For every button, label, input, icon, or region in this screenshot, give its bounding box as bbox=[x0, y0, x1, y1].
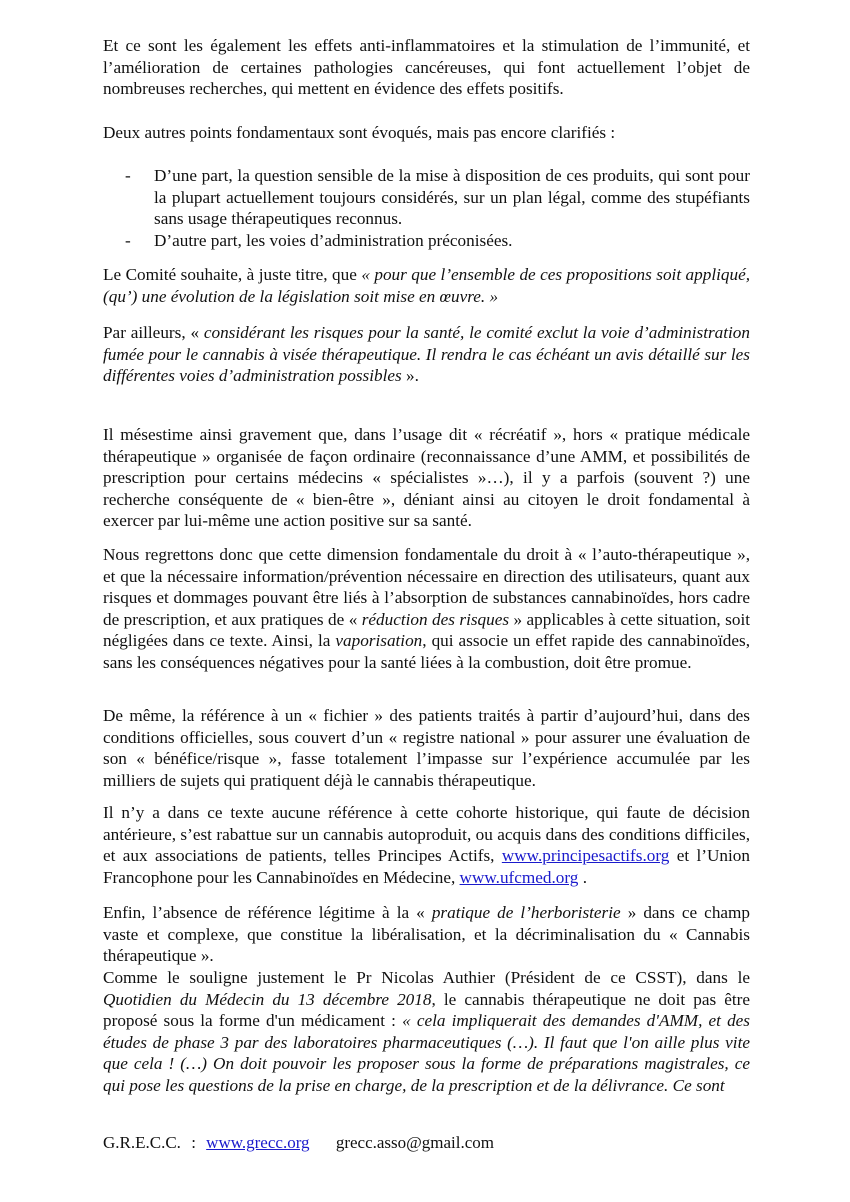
paragraph-herbalism: Enfin, l’absence de référence légitime à la « pratique de l’herboristerie » dans ce champ vaste et complexe, que constitue la libéralisation, et la décriminalisation du « Cannabis thérapeutique ». bbox=[103, 903, 750, 966]
quote-authier: « cela impliquerait des demandes d'AMM, et des études de phase 3 par des laboratoires pharmaceutiques (…). Il faut que l'on aille plus vite que cela ! (…) On doit pouvoir les proposer sous la forme de préparations magistrales, ce qui pose les questions de la prise en charge, de la prescription et de la délivrance. Ce sont bbox=[103, 1011, 750, 1095]
list-dash: - bbox=[125, 166, 131, 185]
list-item-text: D’autre part, les voies d’administration préconisées. bbox=[154, 231, 513, 250]
list-dash: - bbox=[125, 231, 131, 250]
footer-org: G.R.E.C.C. bbox=[103, 1133, 181, 1152]
paragraph-self-therapy: Nous regrettons donc que cette dimension fondamentale du droit à « l’auto-thérapeutique », et que la nécessaire information/prévention nécessaire en direction des utilisateurs, quant aux risques et dommages pouvant être liés à l’absorption de substances cannabinoïdes, hors cadre de prescription, et aux pratiques de « réduction des risques » applicables à cette situation, soit négligées dans ce texte. Ainsi, la vaporisation, qui associe un effet rapide des cannabinoïdes, sans les conséquences négatives pour la santé liées à la combustion, doit être promue. bbox=[103, 545, 750, 672]
quote-legislation: « pour que l’ensemble de ces propositions soit appliqué, (qu’) une évolution de la législation soit mise en œuvre. » bbox=[103, 265, 750, 306]
link-principesactifs[interactable]: www.principesactifs.org bbox=[501, 846, 670, 866]
paragraph-authier-quote: Comme le souligne justement le Pr Nicolas Authier (Président de ce CSST), dans le Quotidien du Médecin du 13 décembre 2018, le cannabis thérapeutique ne doit pas être proposé sous la forme d'un médicament : « cela impliquerait des demandes d'AMM, et des études de phase 3 par des laboratoires pharmaceutiques (…). Il faut que l'on aille plus vite que cela ! (…) On doit pouvoir les proposer sous la forme de préparations magistrales, ce qui pose les questions de la prise en charge, de la prescription et de la délivrance. Ce sont bbox=[103, 968, 750, 1095]
paragraph-patient-registry: De même, la référence à un « fichier » des patients traités à partir d’aujourd’hui, dans des conditions officielles, sous couvert d’un « registre national » pour assurer une évaluation de son « bénéfice/risque », fasse totalement l’impasse sur l’expérience accumulée par les milliers de sujets qui pratiquent déjà le cannabis thérapeutique. bbox=[103, 706, 750, 790]
paragraph-administration-route: Par ailleurs, « considérant les risques pour la santé, le comité exclut la voie d’administration fumée pour le cannabis à visée thérapeutique. Il rendra le cas échéant un avis détaillé sur les différentes voies d’administration possibles ». bbox=[103, 323, 750, 386]
paragraph-committee-wish: Le Comité souhaite, à juste titre, que « pour que l’ensemble de ces propositions soit appliqué, (qu’) une évolution de la législation soit mise en œuvre. » bbox=[103, 265, 750, 306]
footer-email: grecc.asso@gmail.com bbox=[335, 1133, 495, 1152]
paragraph-anti-inflammatory: Et ce sont les également les effets anti-inflammatoires et la stimulation de l’immunité, et l’amélioration de certaines pathologies cancéreuses, qui font actuellement l’objet de nombreuses recherches, qui mettent en évidence des effets positifs. bbox=[103, 36, 750, 99]
paragraph-recreational-use: Il mésestime ainsi gravement que, dans l’usage dit « récréatif », hors « pratique médicale thérapeutique » organisée de façon ordinaire (reconnaissance d’une AMM, et possibilités de prescription pour certains médecins « spécialistes »…), il y a parfois (souvent ?) une recherche conséquente de « bien-être », déniant ainsi au citoyen le droit fondamental à exercer par lui-même une action positive sur sa santé. bbox=[103, 425, 750, 531]
footer-website-link[interactable]: www.grecc.org bbox=[206, 1133, 310, 1152]
link-ufcmed[interactable]: www.ufcmed.org bbox=[459, 867, 579, 887]
quote-committee: considérant les risques pour la santé, le comité exclut la voie d’administration fumée pour le cannabis à visée thérapeutique. Il rendra le cas échéant un avis détaillé sur les différentes voies d’administration possibles bbox=[103, 323, 750, 386]
paragraph-historic-cohort: Il n’y a dans ce texte aucune référence à cette cohorte historique, qui faute de décision antérieure, s’est rabattue sur un cannabis autoproduit, ou acquis dans des conditions difficiles, et aux associations de patients, telles Principes Actifs, www.principesactifs.org et l’Union Francophone pour les Cannabinoïdes en Médecine, www.ufcmed.org . bbox=[103, 803, 750, 887]
page-footer bbox=[103, 1132, 750, 1154]
list-item-text: D’une part, la question sensible de la mise à disposition de ces produits, qui sont pour la plupart actuellement toujours considérés, sur un plan légal, comme des stupéfiants sans usage thérapeutiques reconnus. bbox=[154, 166, 750, 229]
footer-separator: : bbox=[191, 1133, 196, 1152]
paragraph-two-points: Deux autres points fondamentaux sont évoqués, mais pas encore clarifiés : bbox=[103, 123, 616, 142]
